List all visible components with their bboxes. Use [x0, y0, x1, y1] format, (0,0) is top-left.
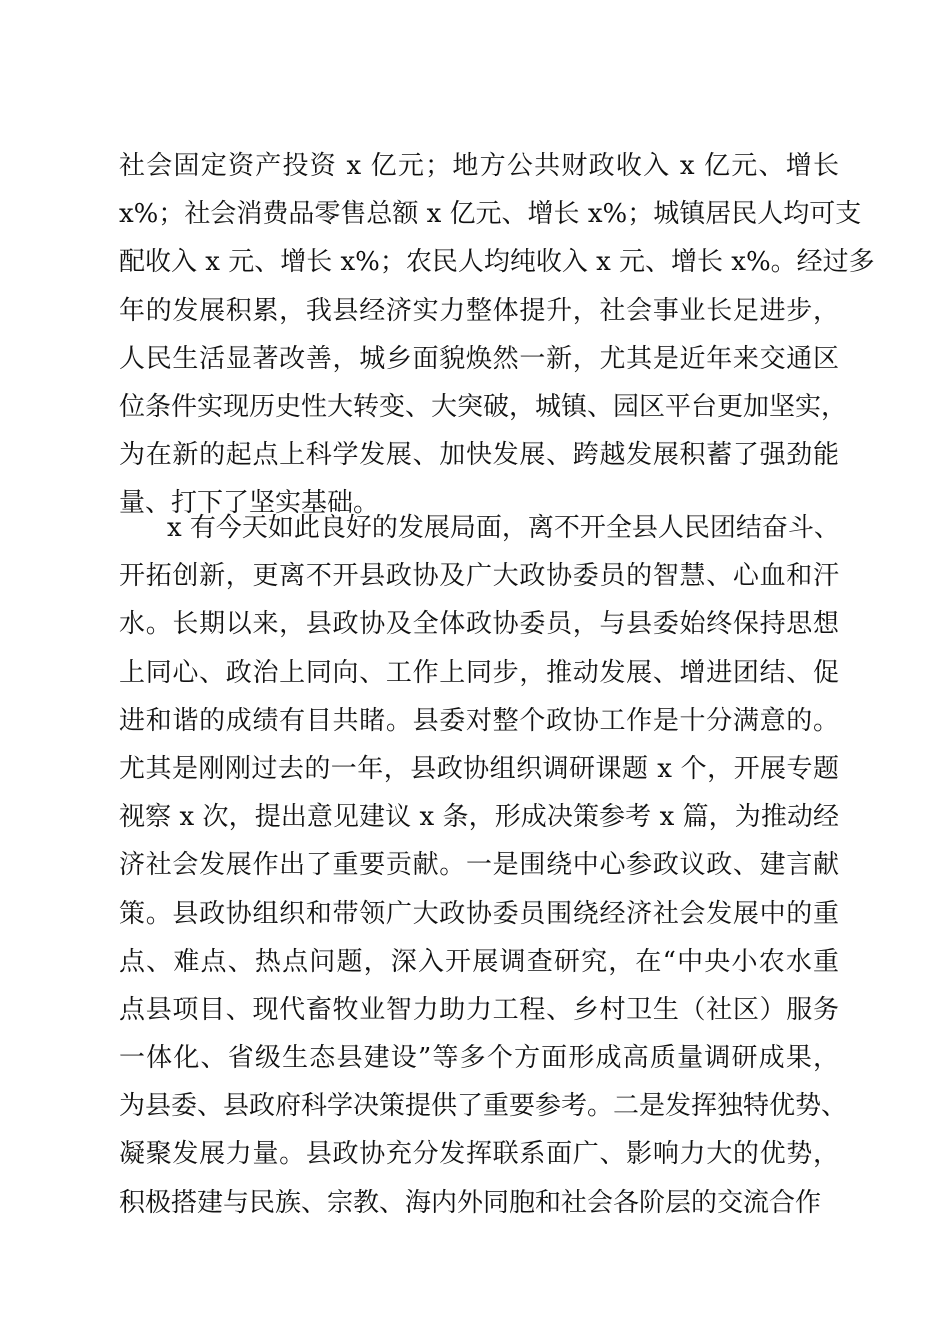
text-line: 为在新的起点上科学发展、加快发展、跨越发展积蓄了强劲能 — [119, 440, 839, 471]
text-line: 济社会发展作出了重要贡献。一是围绕中心参政议政、建言献 — [119, 850, 839, 881]
text-line: 为县委、县政府科学决策提供了重要参考。二是发挥独特优势、 — [119, 1091, 848, 1122]
text-line: 配收入 x 元、增长 x%；农民人均纯收入 x 元、增长 x%。经过多 — [119, 247, 875, 278]
text-line: 进和谐的成绩有目共睹。县委对整个政协工作是十分满意的。 — [119, 705, 839, 736]
text-line: 上同心、政治上同向、工作上同步，推动发展、增进团结、促 — [119, 657, 839, 688]
text-line: 点、难点、热点问题，深入开展调查研究，在“中央小农水重 — [119, 946, 839, 977]
text-line: 一体化、省级生态县建设”等多个方面形成高质量调研成果， — [119, 1043, 839, 1074]
text-line: x%；社会消费品零售总额 x 亿元、增长 x%；城镇居民人均可支 — [119, 199, 862, 230]
text-line: 位条件实现历史性大转变、大突破，城镇、园区平台更加坚实， — [119, 391, 848, 422]
text-line: 量、打下了坚实基础。 — [119, 488, 380, 519]
text-line: 人民生活显著改善，城乡面貌焕然一新，尤其是近年来交通区 — [119, 343, 839, 374]
text-line: 尤其是刚刚过去的一年，县政协组织调研课题 x 个，开展专题 — [119, 753, 839, 784]
text-line: 水。长期以来，县政协及全体政协委员，与县委始终保持思想 — [119, 609, 839, 640]
text-line: 凝聚发展力量。县政协充分发挥联系面广、影响力大的优势， — [119, 1139, 839, 1170]
text-line: 年的发展积累，我县经济实力整体提升，社会事业长足进步， — [119, 295, 839, 326]
text-line: 社会固定资产投资 x 亿元；地方公共财政收入 x 亿元、增长 — [119, 151, 839, 181]
paragraph-cppcc-contributions — [119, 504, 848, 1227]
text-line: 开拓创新，更离不开县政协及广大政协委员的智慧、心血和汗 — [119, 561, 839, 592]
text-line: 视察 x 次，提出意见建议 x 条，形成决策参考 x 篇，为推动经 — [119, 802, 839, 833]
text-line: 积极搭建与民族、宗教、海内外同胞和社会各阶层的交流合作 — [119, 1187, 822, 1218]
text-line: 策。县政协组织和带领广大政协委员围绕经济社会发展中的重 — [119, 898, 839, 929]
text-line: x 有今天如此良好的发展局面，离不开全县人民团结奋斗、 — [167, 513, 840, 543]
text-line: 点县项目、现代畜牧业智力助力工程、乡村卫生（社区）服务 — [119, 994, 839, 1025]
